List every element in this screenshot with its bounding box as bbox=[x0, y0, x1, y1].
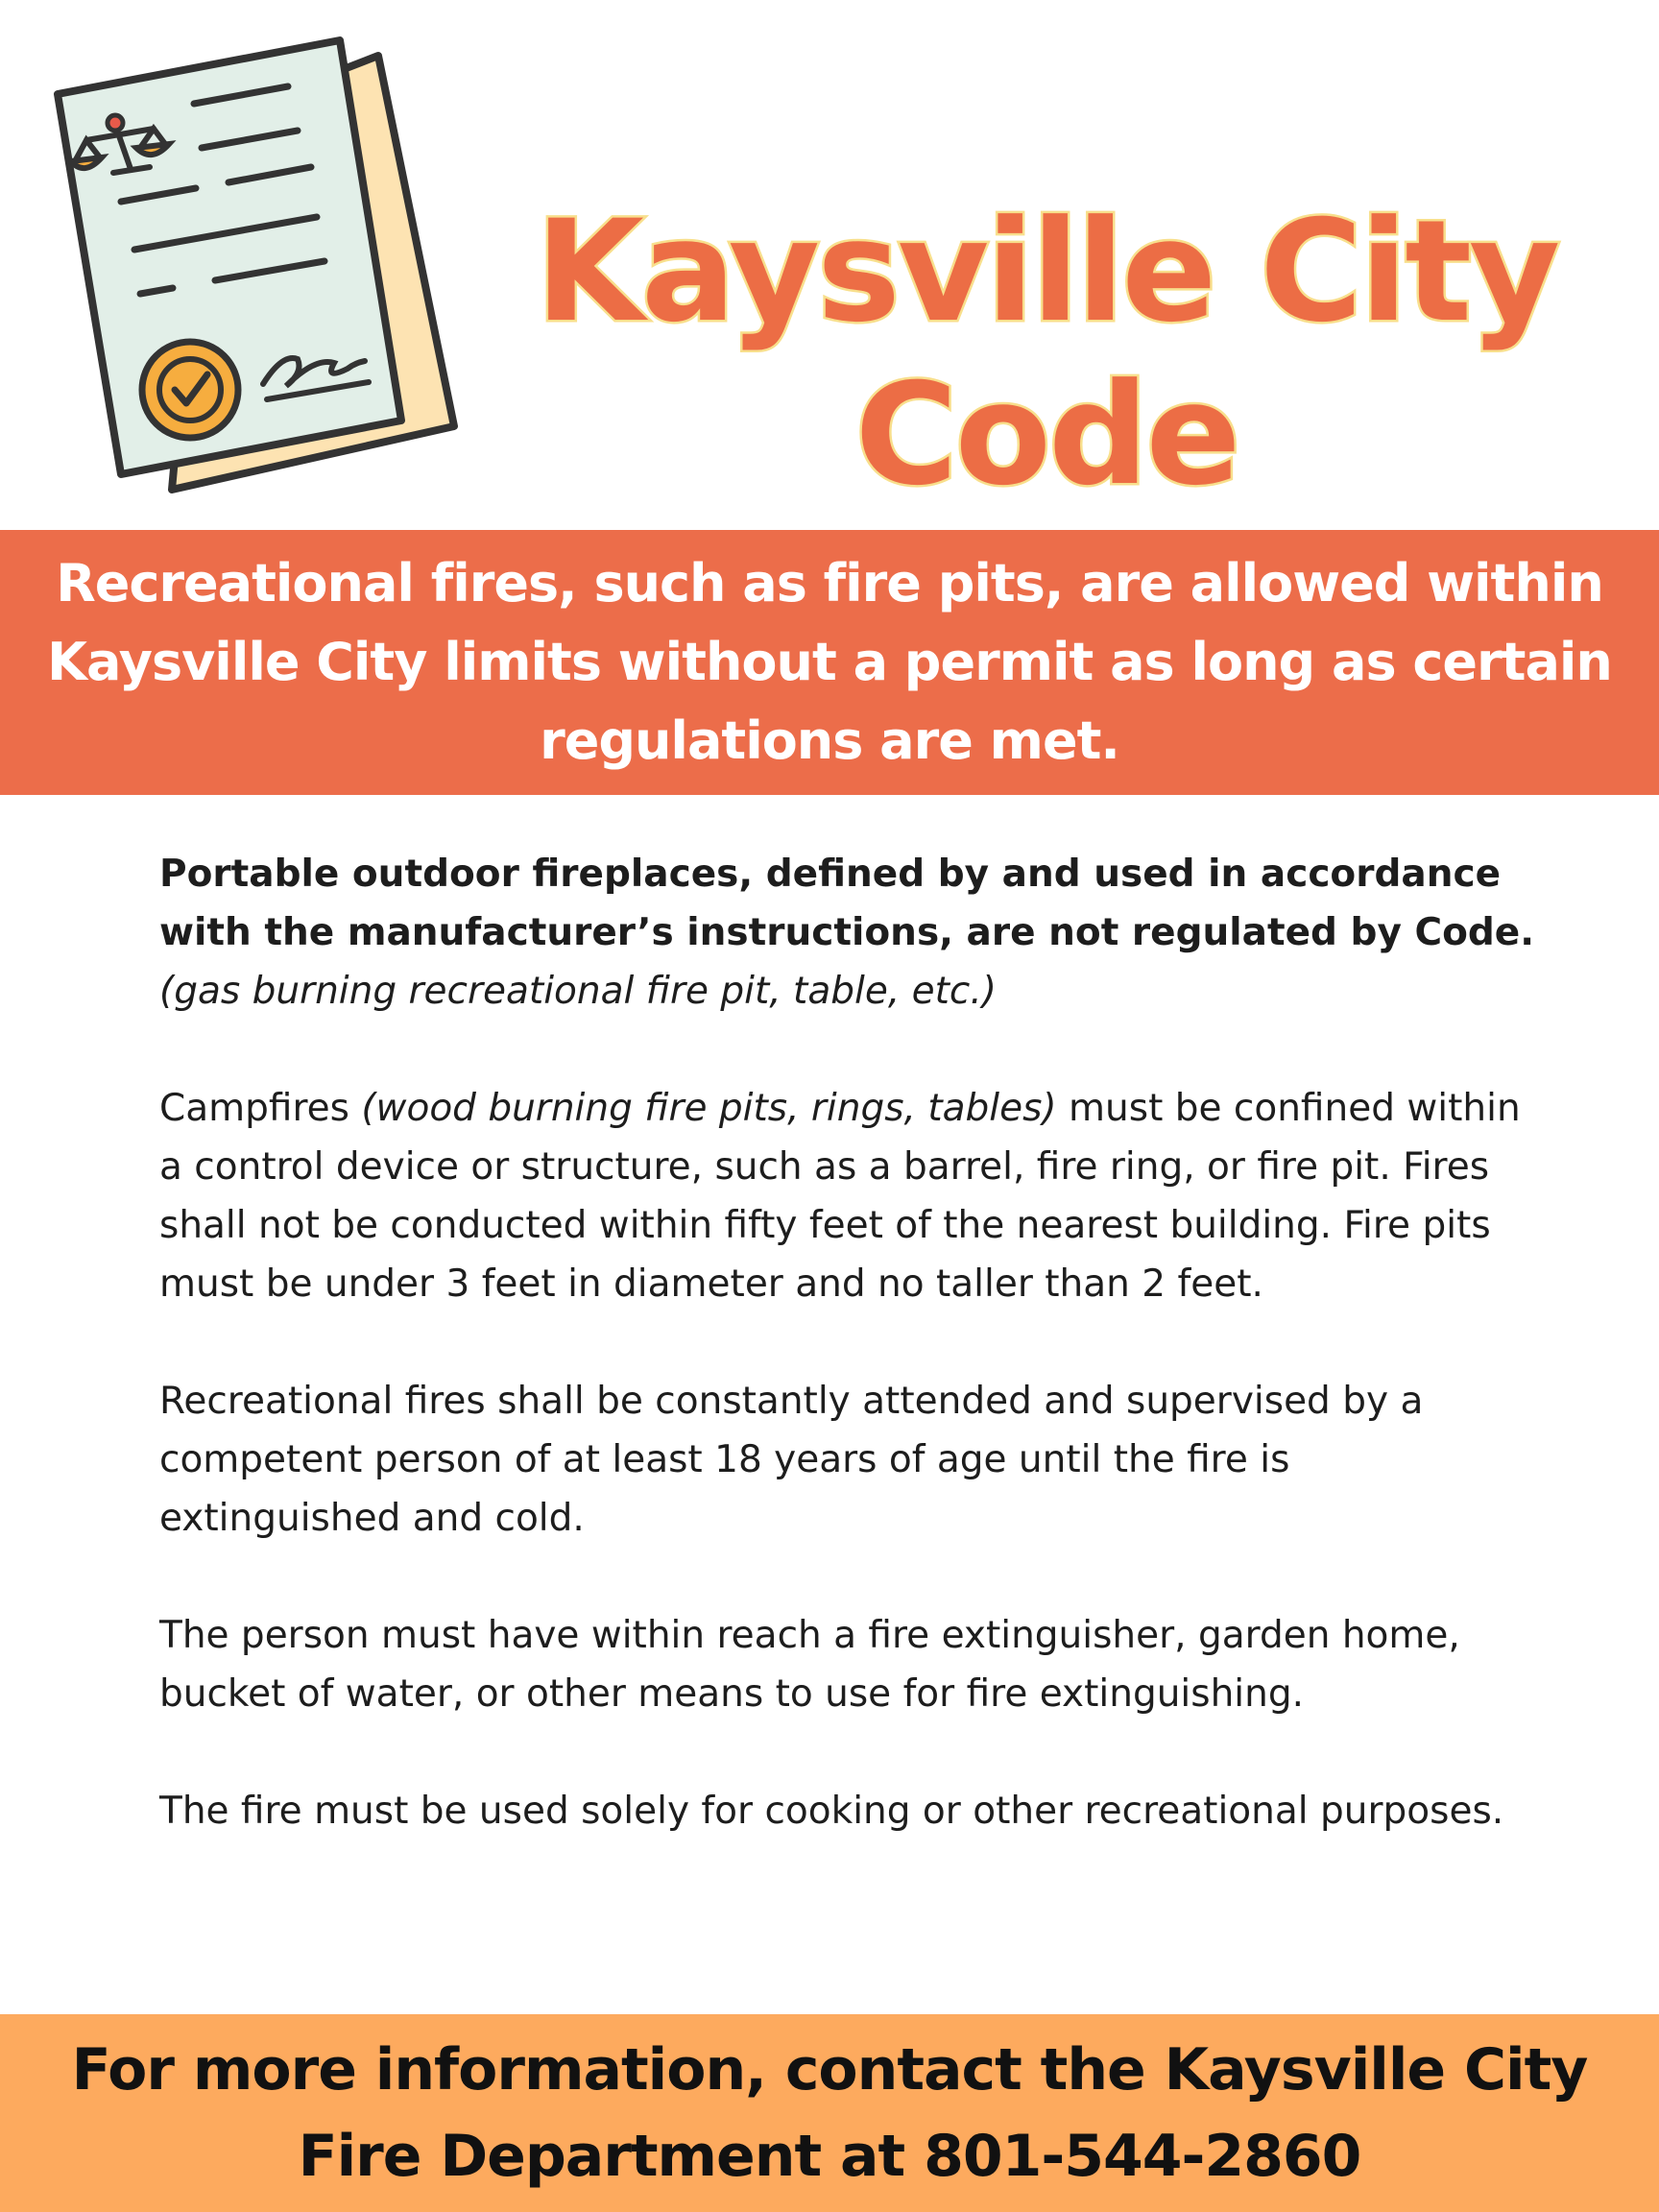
contact-footer bbox=[0, 2014, 1659, 2212]
legal-document-icon bbox=[46, 27, 478, 507]
paragraph-permitted-use: The fire must be used solely for cooking or other recreational purposes. bbox=[159, 1790, 1504, 1833]
intro-banner bbox=[0, 530, 1659, 795]
portable-fireplaces-examples: (gas burning recreational fire pit, table, etc.) bbox=[159, 970, 997, 1013]
portable-fireplaces-statement: Portable outdoor fireplaces, defined by and used in accordance with the manufacturer’s instructions, are not regulated by Code. bbox=[159, 853, 1535, 954]
contact-footer-text: For more information, contact the Kaysville City Fire Department at 801-544-2860 bbox=[71, 2036, 1588, 2190]
paragraph-supervision: Recreational fires shall be constantly attended and supervised by a competent person of at least 18 years of age until the fire is extinguished and cold. bbox=[159, 1380, 1424, 1540]
regulations-content bbox=[159, 845, 1542, 1899]
campfires-rules: must be confined within a control device or structure, such as a barrel, fire ring, or fire pit. Fires shall not be conducted within fifty feet of the nearest building. Fire pits must be under 3 feet in diameter and no taller than 2 feet. bbox=[159, 1087, 1521, 1306]
intro-banner-text: Recreational fires, such as fire pits, are allowed within Kaysville City limits without a permit as long as certain regulations are met. bbox=[47, 553, 1612, 771]
title-line-2: Code bbox=[854, 352, 1238, 517]
paragraph-portable-fireplaces bbox=[159, 845, 1542, 1021]
title-line-1: Kaysville City bbox=[535, 189, 1558, 353]
header bbox=[0, 0, 1659, 530]
campfires-lead: Campfires bbox=[159, 1087, 362, 1130]
page-title bbox=[451, 190, 1642, 517]
paragraph-campfires bbox=[159, 1079, 1542, 1313]
paragraph-extinguishing-means: The person must have within reach a fire extinguisher, garden home, bucket of water, or other means to use for fire extinguishing. bbox=[159, 1614, 1460, 1716]
campfires-examples: (wood burning fire pits, rings, tables) bbox=[361, 1087, 1057, 1130]
